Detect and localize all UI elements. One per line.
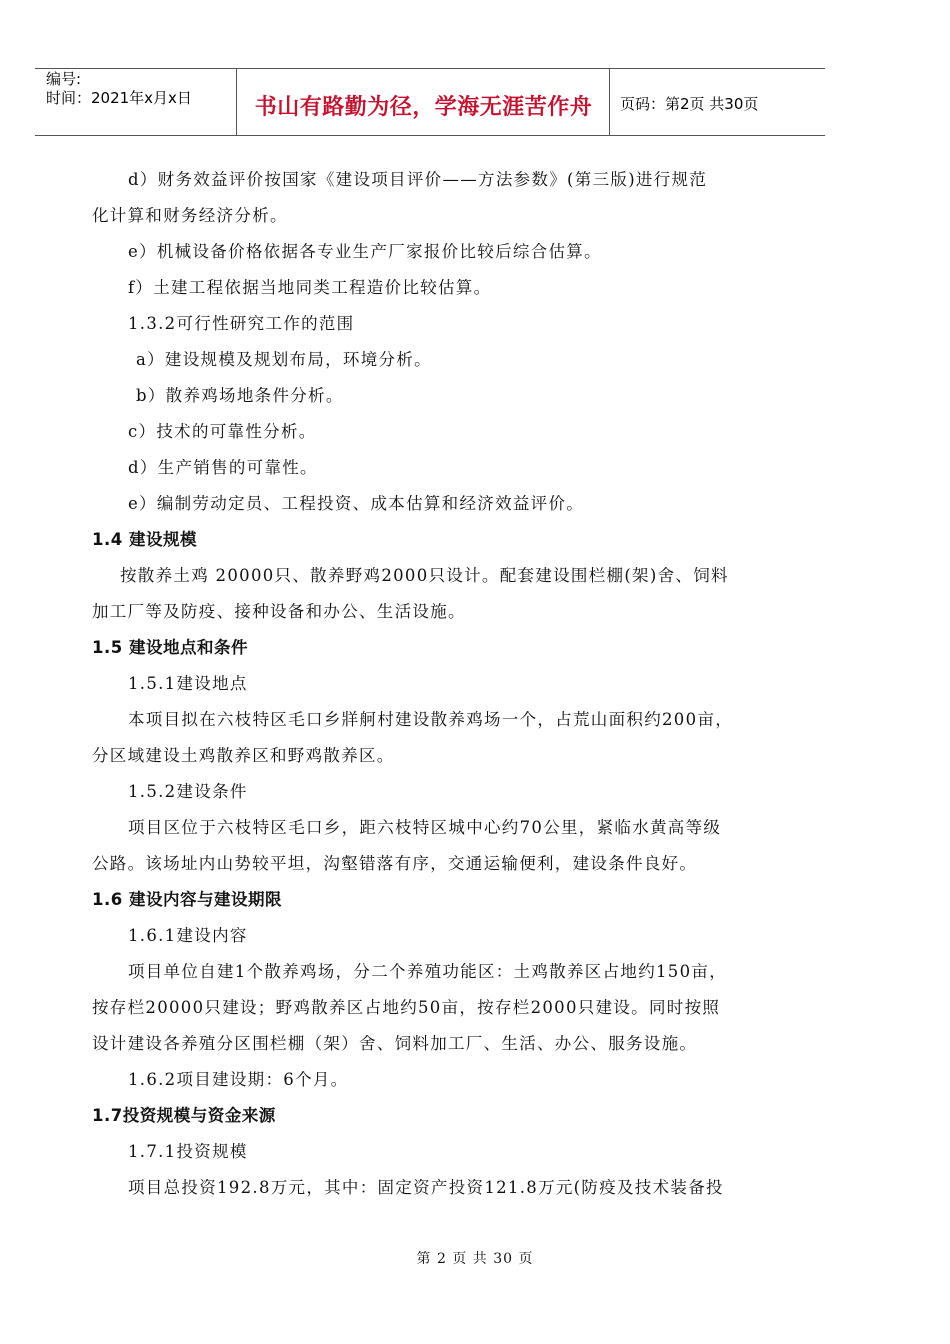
paragraph-line: c）技术的可靠性分析。 bbox=[128, 422, 317, 441]
paragraph-line: 项目单位自建1个散养鸡场，分二个养殖功能区：土鸡散养区占地约150亩， bbox=[128, 962, 727, 981]
paragraph-line: d）生产销售的可靠性。 bbox=[128, 458, 318, 477]
subsection-title: 1.6.1建设内容 bbox=[128, 926, 248, 945]
section-heading: 1.4 建设规模 bbox=[92, 530, 197, 549]
paragraph-line: b）散养鸡场地条件分析。 bbox=[136, 386, 344, 405]
document-number-label: 编号: bbox=[46, 70, 82, 88]
paragraph-line: 化计算和财务经济分析。 bbox=[92, 206, 288, 225]
subsection-title: 1.7.1投资规模 bbox=[128, 1142, 248, 1161]
paragraph-line: 项目区位于六枝特区毛口乡，距六枝特区城中心约70公里，紧临水黄高等级 bbox=[128, 818, 722, 837]
paragraph-line: 分区域建设土鸡散养区和野鸡散养区。 bbox=[92, 746, 395, 765]
paragraph-line: 加工厂等及防疫、接种设备和办公、生活设施。 bbox=[92, 602, 466, 621]
paragraph-line: 公路。该场址内山势较平坦，沟壑错落有序，交通运输便利，建设条件良好。 bbox=[92, 854, 698, 873]
document-time-label: 时间：2021年x月x日 bbox=[46, 89, 192, 107]
paragraph-line: 项目总投资192.8万元，其中：固定资产投资121.8万元(防疫及技术装备投 bbox=[128, 1178, 724, 1197]
paragraph-line: a）建设规模及规划布局，环境分析。 bbox=[136, 350, 432, 369]
section-heading: 1.5 建设地点和条件 bbox=[92, 638, 248, 657]
section-heading: 1.7投资规模与资金来源 bbox=[92, 1106, 276, 1125]
paragraph-line: e）编制劳动定员、工程投资、成本估算和经济效益评价。 bbox=[128, 494, 585, 513]
header-top-rule bbox=[35, 68, 825, 69]
section-heading: 1.6 建设内容与建设期限 bbox=[92, 890, 282, 909]
header-meta bbox=[46, 70, 192, 108]
subsection-title: 1.3.2可行性研究工作的范围 bbox=[128, 314, 355, 333]
paragraph-line: 按存栏20000只建设；野鸡散养区占地约50亩，按存栏2000只建设。同时按照 bbox=[92, 998, 721, 1017]
header-page-info: 页码：第2页 共30页 bbox=[620, 95, 759, 113]
paragraph-line: 按散养土鸡 20000只、散养野鸡2000只设计。配套建设围栏棚(架)舍、饲料 bbox=[120, 566, 729, 585]
header-bottom-rule bbox=[35, 135, 825, 136]
paragraph-line: d）财务效益评价按国家《建设项目评价——方法参数》(第三版)进行规范 bbox=[128, 170, 708, 189]
paragraph-line: f）土建工程依据当地同类工程造价比较估算。 bbox=[128, 278, 492, 297]
paragraph-line: e）机械设备价格依据各专业生产厂家报价比较后综合估算。 bbox=[128, 242, 602, 261]
paragraph-line: 本项目拟在六枝特区毛口乡牂舸村建设散养鸡场一个，占荒山面积约200亩， bbox=[128, 710, 733, 729]
header-motto: 书山有路勤为径，学海无涯苦作舟 bbox=[254, 95, 593, 120]
document-body bbox=[92, 162, 782, 1206]
subsection-title: 1.5.1建设地点 bbox=[128, 674, 248, 693]
paragraph-line: 设计建设各养殖分区围栏棚（架）舍、饲料加工厂、生活、办公、服务设施。 bbox=[92, 1034, 698, 1053]
page-footer: 第 2 页 共 30 页 bbox=[416, 1251, 534, 1267]
subsection-title: 1.5.2建设条件 bbox=[128, 782, 248, 801]
paragraph-line: 1.6.2项目建设期：6个月。 bbox=[128, 1070, 349, 1089]
